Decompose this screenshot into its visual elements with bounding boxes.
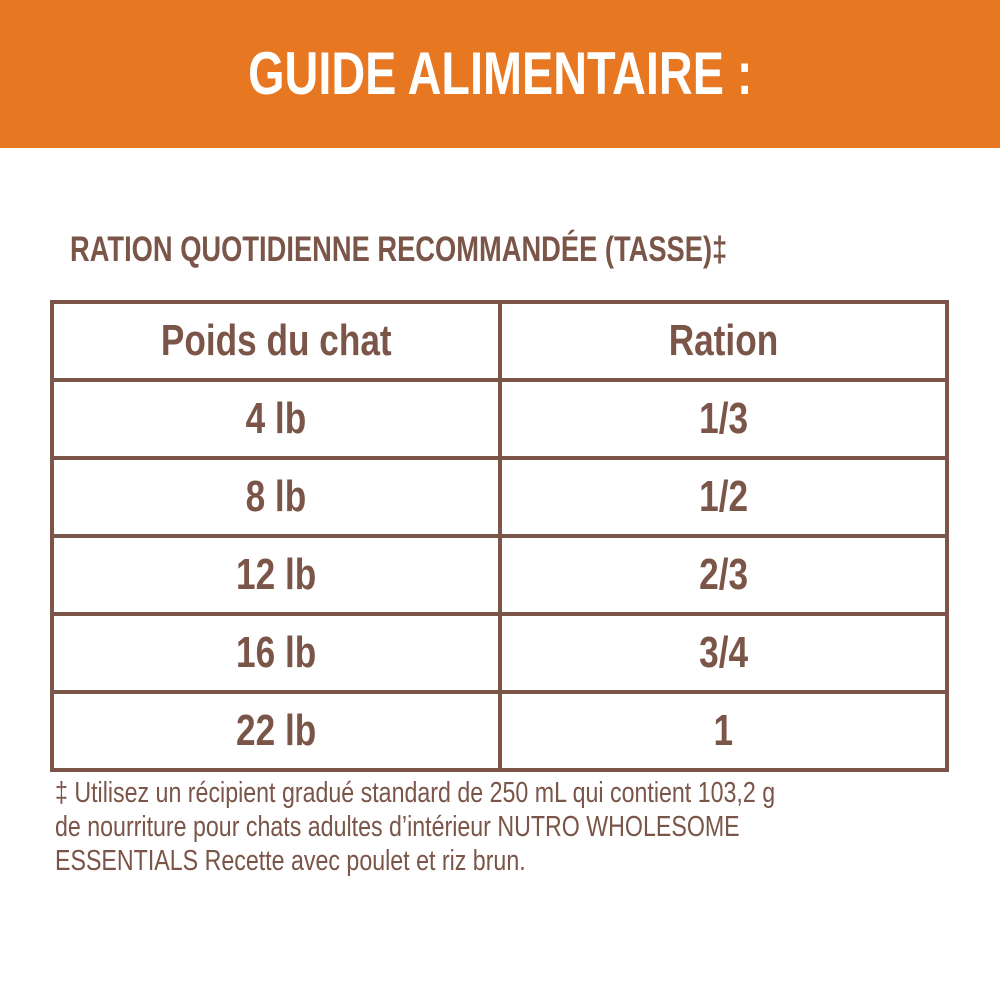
table-header-row (52, 302, 947, 380)
footnote-line: de nourriture pour chats adultes d’intérieur NUTRO WHOLESOME (55, 811, 740, 843)
ration-cell (500, 536, 948, 614)
footnote-line: ‡ Utilisez un récipient gradué standard de 250 mL qui contient 103,2 g (55, 777, 776, 809)
cell-text: 16 lb (235, 628, 316, 677)
weight-cell (52, 692, 500, 770)
cell-text: 1/2 (698, 472, 748, 521)
footnote-line: ESSENTIALS Recette avec poulet et riz brun. (55, 845, 526, 877)
footnote (55, 776, 775, 878)
cell-text: 3/4 (698, 628, 748, 677)
cell-text: 4 lb (245, 394, 307, 443)
cell-text: 2/3 (698, 550, 748, 599)
table-row (52, 458, 947, 536)
ration-cell (500, 458, 948, 536)
table-row (52, 380, 947, 458)
column-header-weight (52, 302, 500, 380)
header-text: Poids du chat (160, 316, 392, 365)
weight-cell (52, 614, 500, 692)
cell-text: 22 lb (235, 706, 316, 755)
ration-cell (500, 692, 948, 770)
table-row (52, 692, 947, 770)
weight-cell (52, 380, 500, 458)
header-text: Ration (668, 316, 778, 365)
page-title-text: GUIDE ALIMENTAIRE : (247, 40, 753, 107)
cell-text: 1/3 (698, 394, 748, 443)
cell-text: 1 (713, 706, 734, 755)
weight-cell (52, 458, 500, 536)
section-subtitle: RATION QUOTIDIENNE RECOMMANDÉE (TASSE)‡ (70, 230, 728, 269)
feeding-table (50, 300, 949, 772)
header-banner (0, 0, 1000, 148)
ration-cell (500, 614, 948, 692)
ration-cell (500, 380, 948, 458)
cell-text: 8 lb (245, 472, 307, 521)
page-title (0, 36, 1000, 112)
weight-cell (52, 536, 500, 614)
table-row (52, 614, 947, 692)
column-header-ration (500, 302, 948, 380)
cell-text: 12 lb (235, 550, 316, 599)
table-row (52, 536, 947, 614)
